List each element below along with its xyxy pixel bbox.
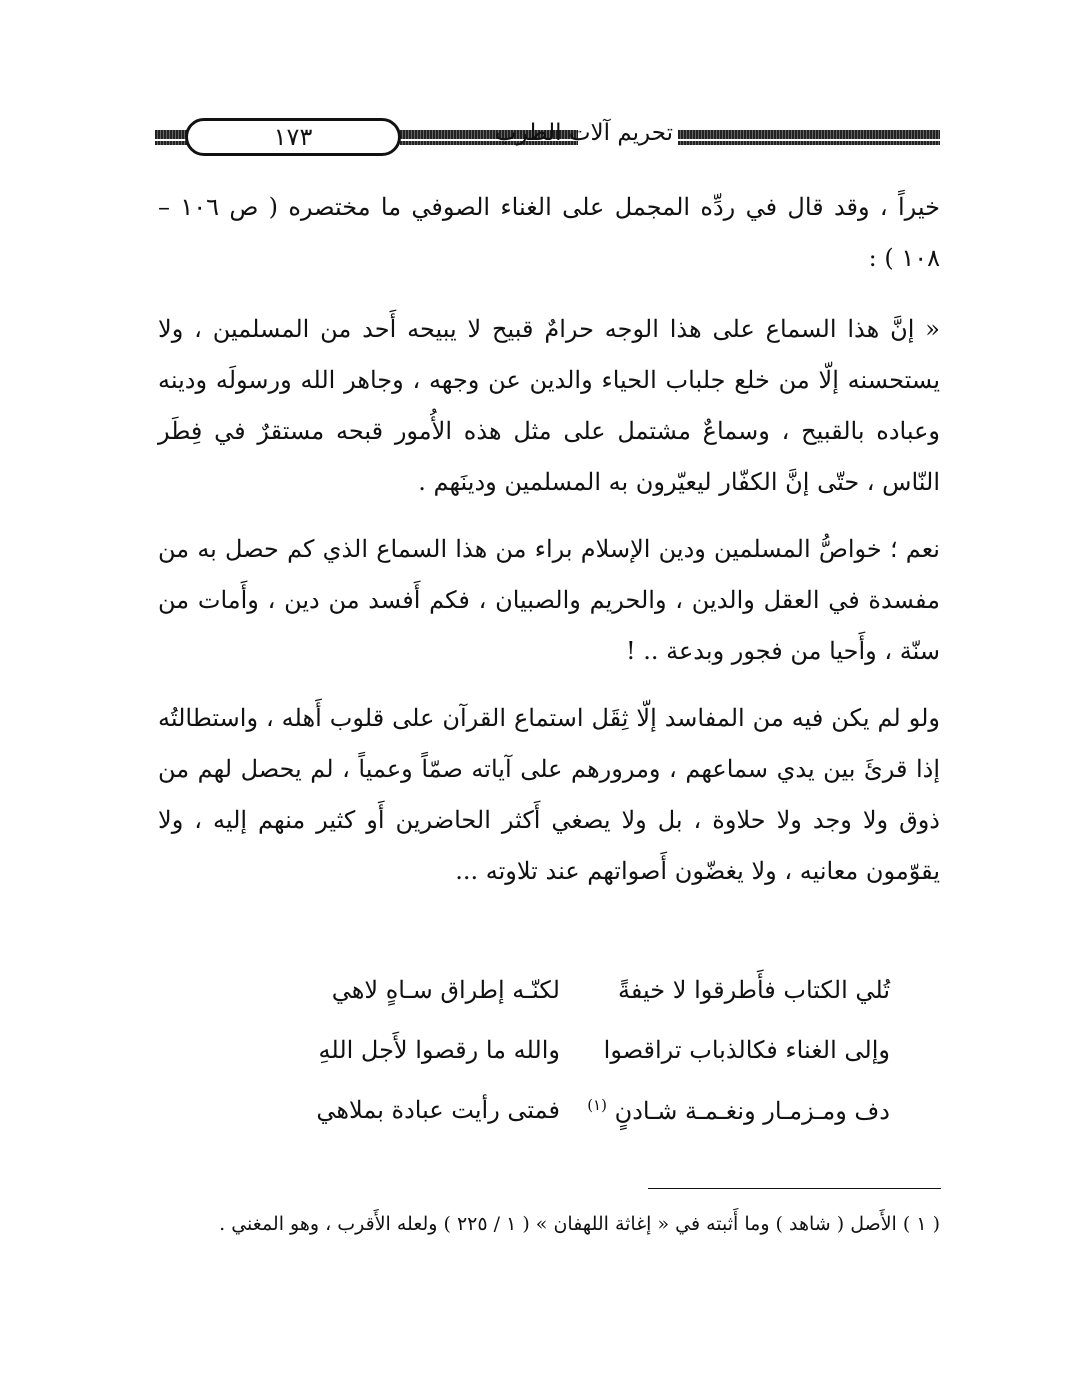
paragraph: خيراً ، وقد قال في ردِّه المجمل على الغناء الصوفي ما مختصره ( ص ١٠٦ – ١٠٨ ) :: [158, 193, 940, 272]
page-header: [155, 118, 940, 158]
verse-first-hemistich: [560, 1096, 890, 1125]
verse-second-hemistich: لكنّـه إطراق سـاهٍ لاهي: [331, 976, 560, 1004]
page-number: ١٧٣: [185, 118, 401, 156]
footnote-text: ( ١ ) الأَصل ( شاهد ) وما أَثبته في « إغاثة اللهفان » ( ١ / ٢٢٥ ) ولعله الأَقرب ، وهو المغني .: [219, 1213, 940, 1235]
header-rule: [678, 141, 940, 145]
paragraph: نعم ؛ خواصُّ المسلمين ودين الإسلام براء من هذا السماع الذي كم حصل به من مفسدة في العقل والدين ، والحريم والصبيان ، فكم أَفسد من دين ، وأَمات من سنّة ، وأَحيا من فجور وبدعة .. !: [158, 535, 940, 665]
header-rule: [155, 141, 187, 145]
verse-second-hemistich: والله ما رقصوا لأَجل اللهِ: [318, 1036, 560, 1064]
verse-first-hemistich: تُلي الكتاب فأَطرقوا لا خيفةً: [618, 976, 890, 1004]
verse-second-hemistich: فمتى رأيت عبادة بملاهي: [316, 1096, 560, 1124]
poem-verse: [250, 1080, 890, 1140]
paragraph: ولو لم يكن فيه من المفاسد إلّا ثِقَل استماع القرآن على قلوب أَهله ، واستطالتُه إذا قرئَ بين يدي سماعهم ، ومرورهم على آياته صمّاً وعمياً ، لم يحصل لهم من ذوق ولا وجد ولا حلاوة ، بل ولا يصغي أَكثر الحاضرين أَو كثير منهم إليه ، ولا يقوّمون معانيه ، ولا يغضّون أَصواتهم عند تلاوته ...: [158, 704, 940, 885]
header-rule: [678, 130, 940, 139]
running-title: تحريم آلات الطرب: [494, 120, 673, 146]
poem: [250, 960, 890, 1140]
verse-first-hemistich: وإلى الغناء فكالذباب تراقصوا: [603, 1036, 890, 1064]
footnote-marker: (١): [587, 1095, 607, 1114]
body-text: [158, 182, 940, 897]
poem-verse: [250, 1020, 890, 1080]
footnote: [158, 1202, 940, 1246]
poem-verse: [250, 960, 890, 1020]
paragraph: « إنَّ هذا السماع على هذا الوجه حرامٌ قبيح لا يبيحه أَحد من المسلمين ، ولا يستحسنه إلّا من خلع جلباب الحياء والدين عن وجهه ، وجاهر الله ورسولَه ودينه وعباده بالقبيح ، وسماعٌ مشتمل على مثل هذه الأُمور قبحه مستقرٌ في فِطَر النّاس ، حتّى إنَّ الكفّار ليعيّرون به المسلمين ودينَهم .: [158, 315, 940, 496]
verse-text: دف ومـزمـار ونغـمـة شـادنٍ: [614, 1096, 890, 1125]
header-rule: [155, 130, 187, 139]
footnote-divider: [648, 1188, 941, 1189]
